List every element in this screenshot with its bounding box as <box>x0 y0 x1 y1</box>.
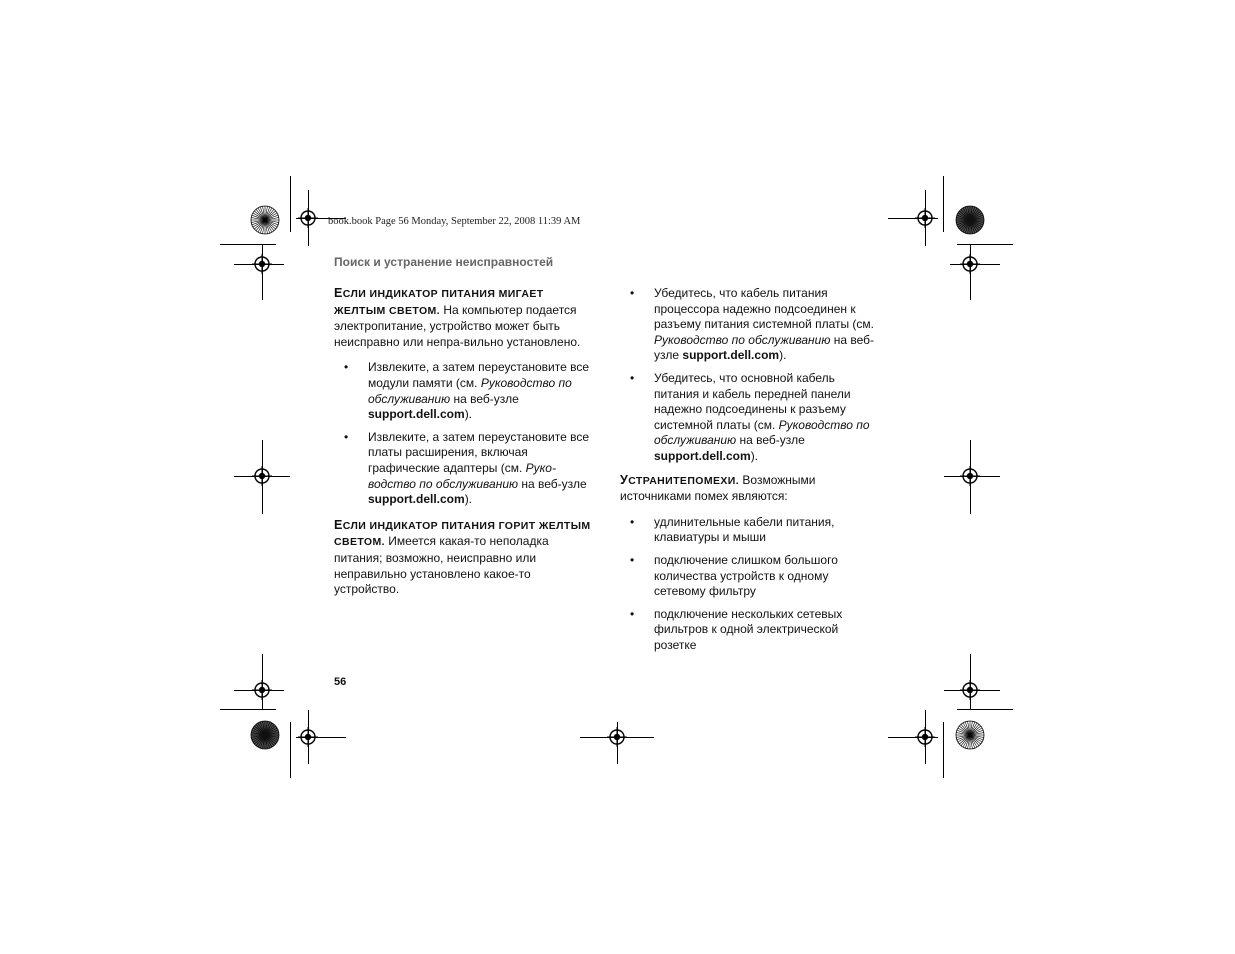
section-lead: УСТРАНИТЕПОМЕХИ. <box>620 472 740 487</box>
crop-mark <box>220 244 276 245</box>
registration-target-icon <box>252 466 272 486</box>
list-item: • Убедитесь, что основной кабель питания и кабель передней панели надежно подсоединены к разъему системной платы (см. Руководство по обслуживанию на веб-узле support.dell.com). <box>630 370 870 463</box>
section-lead: ЕСЛИ ИНДИКАТОР ПИТАНИЯ МИГАЕТ ЖЕЛТЫМ СВЕТОМ. <box>334 286 544 317</box>
list-item: • удлинительные кабели питания, клавиатуры и мыши <box>630 514 835 545</box>
registration-target-icon <box>298 208 318 228</box>
registration-target-icon <box>960 254 980 274</box>
starburst-icon <box>250 205 280 235</box>
starburst-icon <box>250 720 280 750</box>
section-paragraph <box>334 286 594 350</box>
bullet: • <box>630 552 635 567</box>
crop-mark <box>957 244 1013 245</box>
bullet: • <box>344 429 349 444</box>
crop-mark <box>290 722 291 778</box>
bullet: • <box>630 514 635 529</box>
registration-target-icon <box>252 680 272 700</box>
list-item: • подключение слишком большого количества устройств к одному сетевому фильтру <box>630 552 838 599</box>
bullet: • <box>630 370 635 385</box>
crop-mark <box>943 176 944 232</box>
list-item: • Извлеките, а затем переустановите все модули памяти (см. Руководство по обслуживанию на веб-узле support.dell.com). <box>344 360 590 422</box>
list-item: • Извлеките, а затем переустановите все платы расширения, включая графические адаптеры (см. Руко-водство по обслуживанию на веб-узле support.dell.com). <box>344 429 590 507</box>
registration-target-icon <box>252 254 272 274</box>
right-column <box>620 286 880 660</box>
registration-target-icon <box>960 466 980 486</box>
crop-mark <box>220 709 276 710</box>
section-text: На компьютер подается электропитание, устройство может быть неисправно или непра-вильно установлено. <box>334 302 581 349</box>
section-paragraph <box>620 473 880 505</box>
page-number: 56 <box>334 676 347 688</box>
crop-mark <box>290 176 291 232</box>
running-head: Поиск и устранение неисправностей <box>334 255 554 269</box>
crop-mark <box>943 722 944 778</box>
bullet-list <box>620 286 880 465</box>
bullet-list <box>334 360 594 507</box>
section-text: Имеется какая-то неполадка питания; возможно, неисправно или неправильно установлено какое-то устройство. <box>334 534 549 597</box>
left-column <box>334 286 594 608</box>
registration-target-icon <box>960 680 980 700</box>
registration-target-icon <box>915 727 935 747</box>
list-item: • подключение нескольких сетевых фильтров к одной электрической розетке <box>630 606 843 652</box>
section-lead: ЕСЛИ ИНДИКАТОР ПИТАНИЯ ГОРИТ ЖЕЛТЫМ СВЕТОМ. <box>334 517 591 549</box>
list-item: • Убедитесь, что кабель питания процессора надежно подсоединен к разъему питания системной платы (см. Руководство по обслуживанию на веб-узле support.dell.com). <box>630 286 875 363</box>
print-slug: book.book Page 56 Monday, September 22, 2008 11:39 AM <box>328 216 581 227</box>
bullet: • <box>630 606 635 621</box>
crop-mark <box>957 709 1013 710</box>
starburst-icon <box>955 720 985 750</box>
section-paragraph <box>334 518 594 598</box>
registration-target-icon <box>915 208 935 228</box>
bullet: • <box>630 286 635 300</box>
starburst-icon <box>955 205 985 235</box>
registration-target-icon <box>298 727 318 747</box>
bullet-list <box>620 515 880 654</box>
section-text: Возможными источниками помех являются: <box>620 472 816 504</box>
registration-target-icon <box>607 727 627 747</box>
bullet: • <box>344 360 349 375</box>
